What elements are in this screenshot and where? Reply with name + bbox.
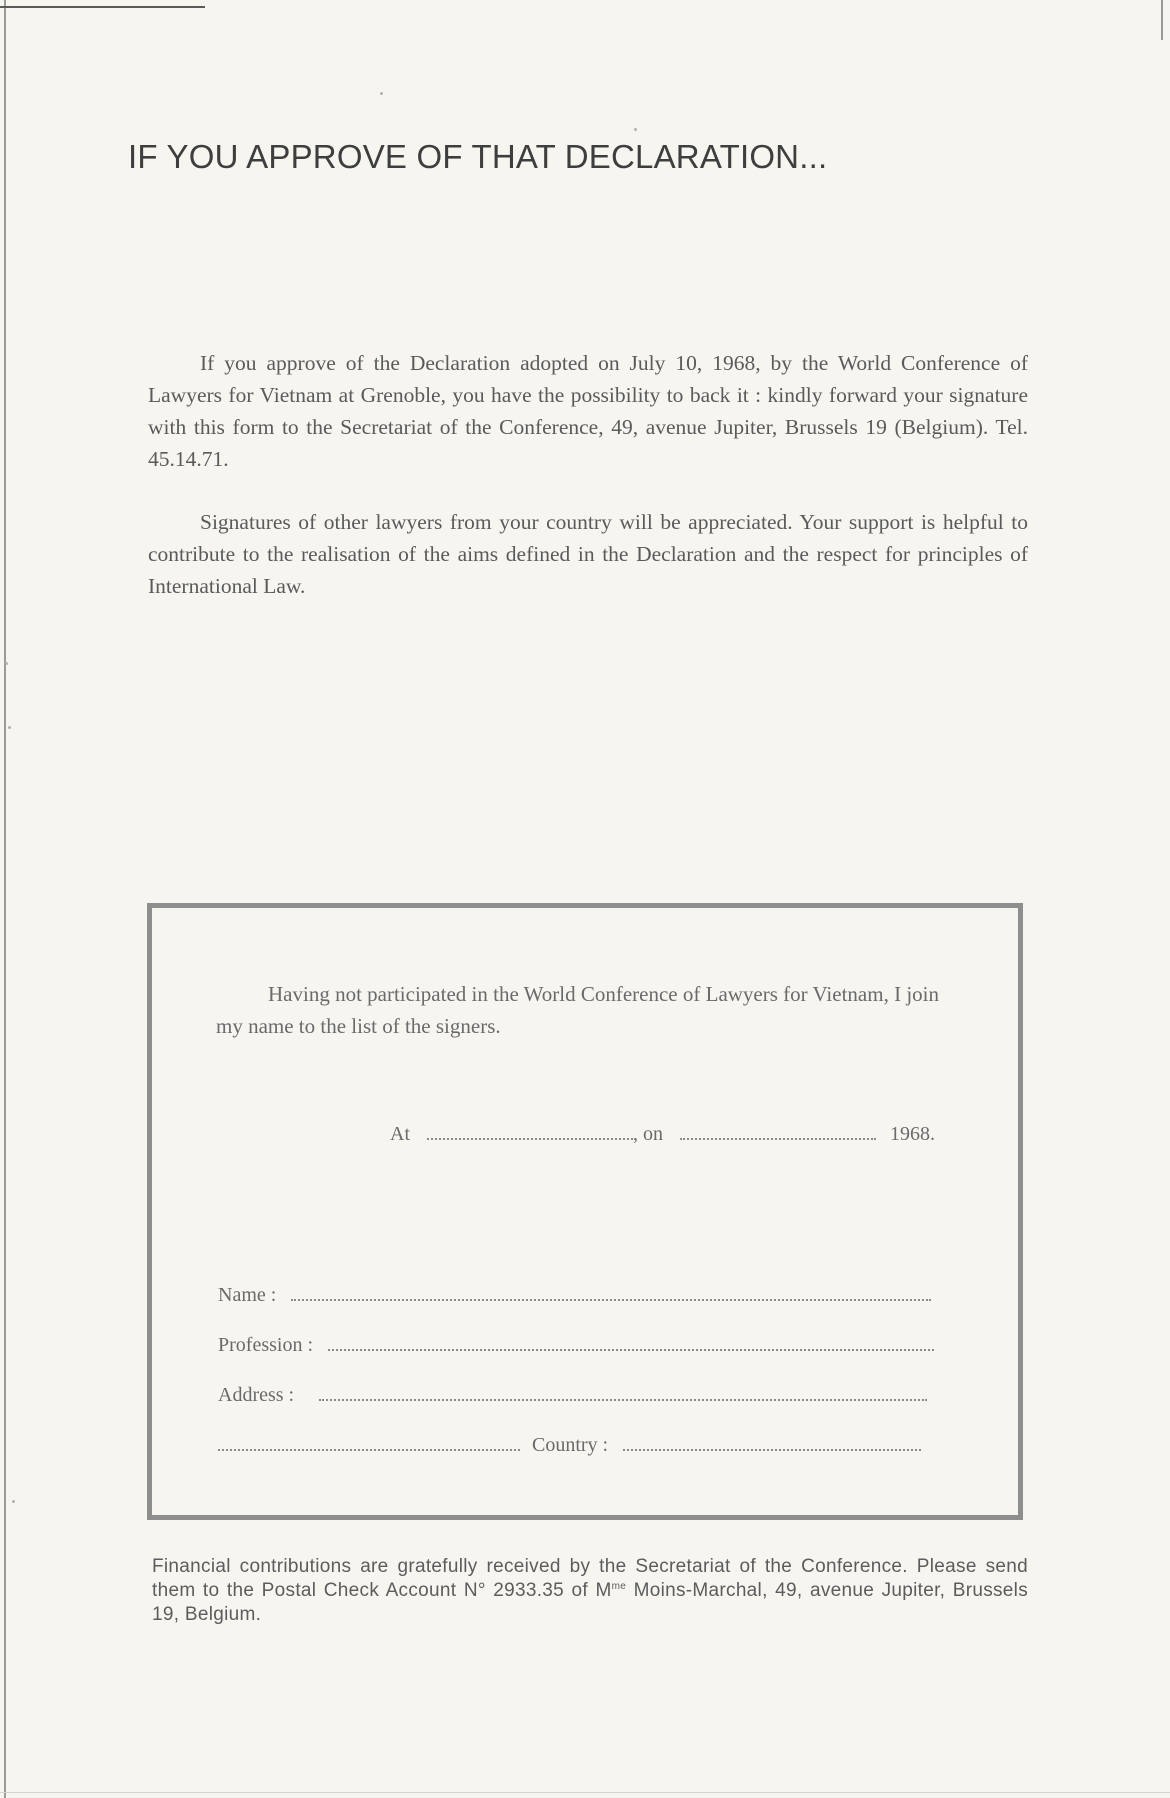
page-title: IF YOU APPROVE OF THAT DECLARATION...: [128, 138, 828, 175]
financial-note-text: Financial contributions are gratefully received by the Secretariat of the Conference. Please send them to the Postal Check Account N° 2933.35 of M: [152, 1556, 1028, 1601]
financial-note: [152, 1555, 1028, 1627]
address-line: [218, 1384, 927, 1407]
form-intro-text: Having not participated in the World Conference of Lawyers for Vietnam, I join my name to the list of the signers.: [216, 982, 939, 1038]
address-field[interactable]: [319, 1397, 927, 1401]
page-top-edge: [0, 6, 205, 8]
signature-form: [147, 903, 1023, 1520]
on-label: , on: [633, 1123, 663, 1145]
intro-paragraph: If you approve of the Declaration adopted on July 10, 1968, by the World Conference of Lawyers for Vietnam at Grenoble, you have the possibility to back it : kindly forward your signature with this form to the Secretariat of the Conference, 49, avenue Jupiter, Brussels 19 (Belgium). Tel. 45.14.71.: [148, 351, 1028, 471]
paper-speck: [12, 1500, 15, 1503]
at-label: At: [390, 1123, 410, 1145]
page-bottom-edge: [0, 1792, 1170, 1793]
page-right-edge: [1161, 0, 1163, 40]
support-paragraph: Signatures of other lawyers from your country will be appreciated. Your support is helpful to contribute to the realisation of the aims defined in the Declaration and the respect for principles of International Law.: [148, 510, 1028, 598]
country-line: [218, 1434, 921, 1457]
place-date-line: [390, 1123, 935, 1146]
profession-line: [218, 1334, 934, 1357]
date-field[interactable]: [680, 1136, 876, 1140]
name-label: Name :: [218, 1284, 277, 1306]
profession-field[interactable]: [328, 1347, 934, 1351]
financial-note-address: Moins-Marchal, 49, avenue Jupiter, Brussels 19, Belgium.: [152, 1580, 1028, 1625]
name-line: [218, 1284, 931, 1307]
paper-speck: [634, 128, 637, 131]
page-left-edge: [4, 0, 6, 1798]
paper-speck: [380, 92, 383, 95]
year-label: 1968.: [890, 1123, 935, 1145]
paper-speck: [5, 662, 8, 665]
place-field[interactable]: [427, 1136, 633, 1140]
profession-label: Profession :: [218, 1334, 313, 1356]
address-continuation-field[interactable]: [218, 1447, 520, 1451]
address-label: Address :: [218, 1384, 295, 1406]
name-field[interactable]: [291, 1297, 931, 1301]
madame-superscript: me: [611, 1581, 627, 1592]
paper-speck: [8, 726, 11, 729]
country-label: Country :: [532, 1434, 609, 1456]
country-field[interactable]: [623, 1447, 921, 1451]
